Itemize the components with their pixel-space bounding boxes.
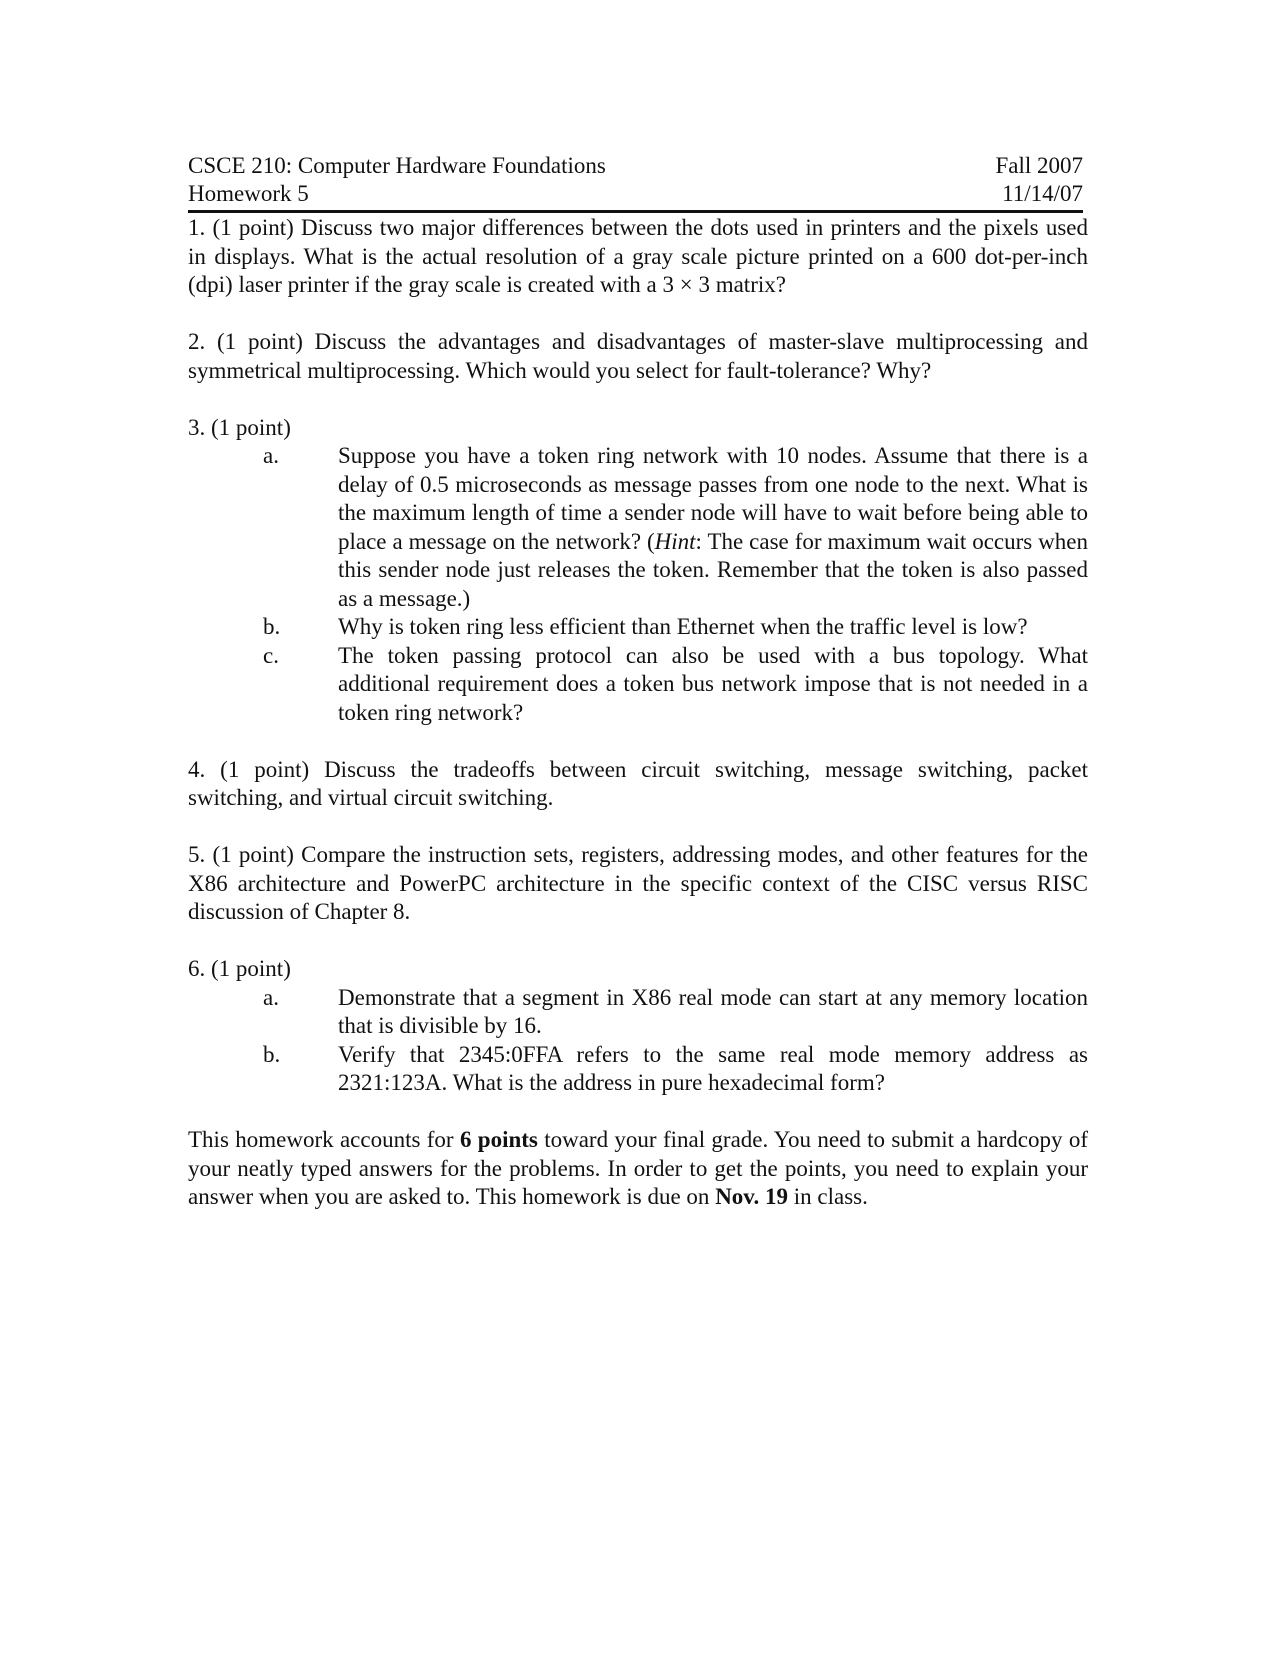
grading-note-part-1: This homework accounts for [188,1127,460,1152]
question-3c-text: The token passing protocol can also be used with a bus topology. What additional requirement does a token bus network impose that is not needed in a token ring network? [338,642,1088,725]
question-6a [188,984,1088,1041]
question-3a-text-2: : The case for maximum wait occurs when this sender node just releases the token. Remember that the token is also passed as a message.) [338,528,1088,611]
course-title: CSCE 210: Computer Hardware Foundations [188,153,606,178]
question-3a-text [338,442,1088,613]
spacer [188,385,1088,414]
grading-note [188,1126,1088,1212]
question-6-parts [188,984,1088,1098]
due-date: Nov. 19 [715,1184,789,1209]
question-3c-letter: c. [263,642,279,668]
grading-points: 6 points [459,1127,538,1152]
question-6a-letter: a. [263,984,279,1010]
header-row-1 [188,152,1083,180]
question-4: 4. (1 point) Discuss the tradeoffs between circuit switching, message switching, packet switching, and virtual circuit switching. [188,756,1088,810]
assignment-title: Homework 5 [188,181,309,206]
spacer [188,300,1088,329]
question-6b-text: Verify that 2345:0FFA refers to the same real mode memory address as 2321:123A. What is the address in pure hexadecimal form? [338,1041,1088,1095]
spacer [188,813,1088,842]
term: Fall 2007 [995,153,1083,178]
question-6b-letter: b. [263,1041,281,1067]
question-3b-letter: b. [263,614,281,639]
question-3-parts [188,442,1088,727]
question-3b-text: Why is token ring less efficient than Ethernet when the traffic level is low? [338,614,1028,639]
question-6b [188,1041,1088,1098]
assignment-date: 11/14/07 [1002,181,1083,206]
question-3a-hint: Hint [654,528,696,554]
question-3b [188,613,1088,642]
spacer [188,727,1088,756]
grading-note-part-2: toward your final grade. You need to submit a hardcopy of your neatly typed answers for the problems. In order to get the points, you need to explain your answer when you are asked to. This homework is due on [188,1127,1089,1209]
question-5: 5. (1 point) Compare the instruction sets, registers, addressing modes, and other features for the X86 architecture and PowerPC architecture in the specific context of the CISC versus RISC discussion of Chapter 8. [188,842,1088,924]
grading-note-part-3: in class. [788,1184,868,1209]
homework-page [188,152,1088,1212]
question-3-title: 3. (1 point) [188,414,291,440]
question-3a [188,442,1088,613]
question-3a-letter: a. [263,443,279,468]
spacer [188,927,1088,956]
question-3c [188,642,1088,728]
question-3a-text-1: Suppose you have a token ring network with 10 nodes. Assume that there is a delay of 0.5 microseconds as message passes from one node to the next. What is the maximum length of time a sender node will have to wait before being able to place a message on the network? ( [338,443,1088,554]
question-2: 2. (1 point) Discuss the advantages and disadvantages of master-slave multiprocessing and symmetrical multiprocessing. Which would you select for fault-tolerance? Why? [188,329,1088,383]
spacer [188,1098,1088,1127]
header-divider [188,210,1083,213]
header-row-2 [188,180,1083,208]
question-6a-text: Demonstrate that a segment in X86 real mode can start at any memory location that is divisible by 16. [338,984,1088,1038]
question-6-title: 6. (1 point) [188,956,291,981]
question-1: 1. (1 point) Discuss two major differences between the dots used in printers and the pixels used in displays. What is the actual resolution of a gray scale picture printed on a 600 dot-per-inch (dpi) laser printer if the gray scale is created with a 3 × 3 matrix? [188,215,1088,297]
